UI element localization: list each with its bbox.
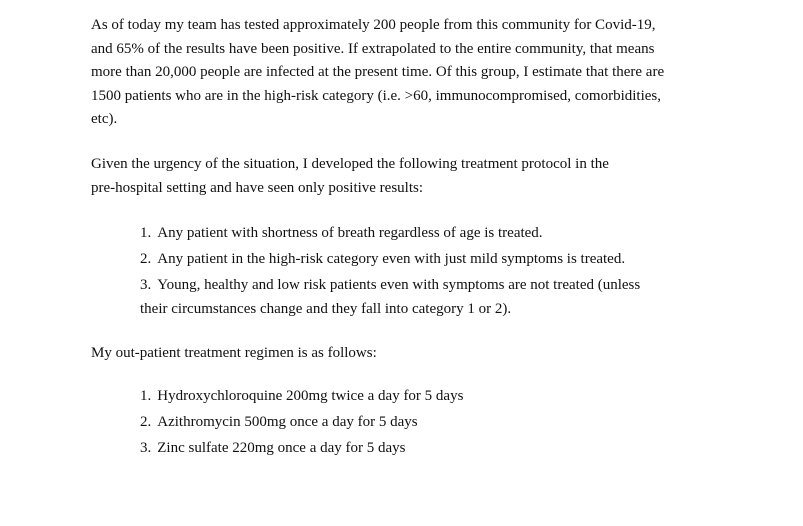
list-item bbox=[140, 411, 740, 435]
list-number: 2. bbox=[140, 414, 152, 430]
list-item-text: Zinc sulfate 220mg once a day for 5 days bbox=[157, 440, 406, 456]
list-item-text: Hydroxychloroquine 200mg twice a day for 5 days bbox=[157, 388, 464, 404]
list-item bbox=[140, 385, 740, 409]
list-number: 3. bbox=[140, 277, 152, 293]
protocol-list bbox=[140, 222, 740, 324]
list-item-text: Any patient with shortness of breath regardless of age is treated. bbox=[157, 225, 543, 241]
list-item bbox=[140, 222, 740, 246]
text-line: etc). bbox=[91, 111, 118, 127]
list-item bbox=[140, 274, 740, 321]
list-item-text: Young, healthy and low risk patients even with symptoms are not treated (unless bbox=[157, 277, 641, 293]
list-item-text: their circumstances change and they fall into category 1 or 2). bbox=[140, 300, 512, 317]
text-line: more than 20,000 people are infected at the present time. Of this group, I estimate that there are bbox=[91, 64, 665, 80]
intro-paragraph bbox=[91, 14, 731, 132]
list-number: 1. bbox=[140, 388, 152, 404]
text-line: Given the urgency of the situation, I developed the following treatment protocol in the bbox=[91, 156, 609, 172]
text-line: and 65% of the results have been positive. If extrapolated to the entire community, that means bbox=[91, 40, 655, 57]
list-item-text: Azithromycin 500mg once a day for 5 days bbox=[157, 414, 418, 430]
text-line: pre-hospital setting and have seen only positive results: bbox=[91, 179, 424, 196]
list-item bbox=[140, 248, 740, 272]
text-line: As of today my team has tested approximately 200 people from this community for Covid-19, bbox=[91, 17, 656, 33]
regimen-intro-paragraph bbox=[91, 342, 731, 366]
protocol-intro-paragraph bbox=[91, 153, 731, 200]
list-number: 3. bbox=[140, 440, 152, 456]
regimen-list bbox=[140, 385, 740, 463]
list-number: 2. bbox=[140, 251, 152, 267]
text-line: My out-patient treatment regimen is as follows: bbox=[91, 345, 377, 361]
list-item-text: Any patient in the high-risk category even with just mild symptoms is treated. bbox=[157, 251, 626, 267]
list-item bbox=[140, 437, 740, 461]
text-line: 1500 patients who are in the high-risk category (i.e. >60, immunocompromised, comorbidities, bbox=[91, 87, 662, 104]
list-number: 1. bbox=[140, 225, 152, 241]
